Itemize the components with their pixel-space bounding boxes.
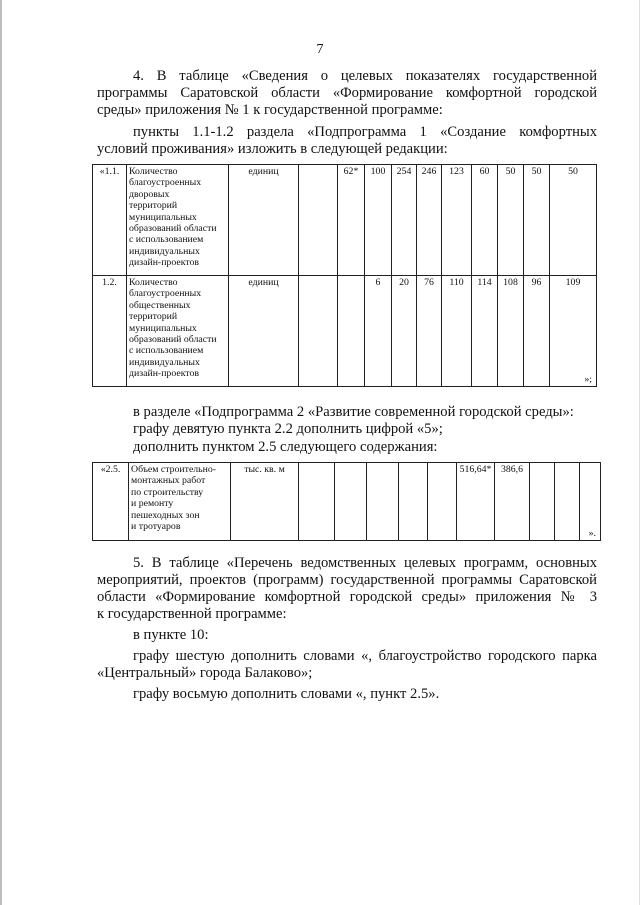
- mid-line3: дополнить пунктом 2.5 следующего содержания:: [133, 439, 438, 455]
- table-row: [93, 276, 597, 387]
- value-cell: [550, 276, 597, 387]
- name-line: индивидуальных: [129, 356, 200, 368]
- name-line: Объем строительно-: [131, 464, 217, 475]
- page-number: 7: [316, 42, 324, 57]
- value-cell: 50: [498, 165, 524, 276]
- value-cell: [299, 276, 338, 387]
- construction-table: [92, 462, 601, 541]
- name-line: дворовых: [129, 188, 170, 200]
- name-line: дизайн-проектов: [129, 257, 200, 269]
- section4-line2: программы Саратовской области «Формирование комфортной городской: [97, 85, 597, 101]
- name-line: муниципальных: [129, 211, 197, 223]
- name-line: с использованием: [129, 234, 204, 246]
- value-cell: 60: [472, 165, 498, 276]
- name-line: Количество: [129, 166, 178, 177]
- value-cell: 254: [392, 165, 417, 276]
- value-cell: 76: [417, 276, 442, 387]
- section5-line3: области «Формирование комфортной городской среды» приложения № 3: [97, 589, 597, 605]
- value-cell: [555, 463, 580, 541]
- value-cell: 386,6: [495, 463, 530, 541]
- section5-line1: 5. В таблице «Перечень ведомственных целевых программ, основных: [133, 555, 597, 571]
- name-line: благоустроенных: [129, 177, 202, 189]
- section5-line6: графу шестую дополнить словами «, благоустройство городского парка: [133, 648, 597, 664]
- value-cell: [299, 463, 335, 541]
- value-cell: [530, 463, 555, 541]
- value-cell: 516,64*: [457, 463, 495, 541]
- name-line: дизайн-проектов: [129, 368, 200, 380]
- name-line: образований области: [129, 334, 217, 346]
- mid-line1: в разделе «Подпрограмма 2 «Развитие современной городской среды»:: [133, 404, 574, 420]
- value-cell: [367, 463, 399, 541]
- value-cell: [428, 463, 457, 541]
- name-line: и тротуаров: [131, 521, 181, 533]
- table-row: [93, 463, 601, 541]
- indicator-name: [129, 463, 231, 541]
- value-cell: 62*: [338, 165, 365, 276]
- row-number: «1.1.: [93, 165, 127, 276]
- name-line: образований области: [129, 223, 217, 235]
- section4-line5: условий проживания» изложить в следующей редакции:: [97, 141, 448, 157]
- unit-cell: единиц: [229, 165, 299, 276]
- name-line: монтажных работ: [131, 475, 206, 487]
- row-number: «2.5.: [93, 463, 129, 541]
- section5-line2: мероприятий, проектов (программ) государственной программы Саратовской: [97, 572, 597, 588]
- value-cell: 110: [442, 276, 472, 387]
- value-cell: [299, 165, 338, 276]
- value-text: 109: [565, 277, 581, 288]
- name-line: благоустроенных: [129, 288, 202, 300]
- value-cell: [399, 463, 428, 541]
- name-line: и ремонту: [131, 498, 174, 510]
- indicator-name: [127, 165, 229, 276]
- unit-cell: тыс. кв. м: [231, 463, 299, 541]
- section5-line4: к государственной программе:: [97, 606, 287, 622]
- value-cell: 50: [524, 165, 550, 276]
- name-line: индивидуальных: [129, 245, 200, 257]
- closing-quote: »;: [584, 373, 592, 385]
- indicator-name: [127, 276, 229, 387]
- section5-line5: в пункте 10:: [133, 627, 209, 643]
- value-cell: 100: [365, 165, 392, 276]
- section5-line7: «Центральный» города Балаково»;: [97, 665, 313, 681]
- section4-line3: среды» приложения № 1 к государственной программе:: [97, 102, 443, 118]
- value-cell: 96: [524, 276, 550, 387]
- value-cell: [338, 276, 365, 387]
- name-line: с использованием: [129, 345, 204, 357]
- value-cell: [580, 463, 601, 541]
- name-line: территорий: [129, 311, 178, 323]
- table-row: [93, 165, 597, 276]
- closing-quote: ».: [588, 527, 596, 539]
- page-edge: [0, 0, 2, 905]
- value-cell: 6: [365, 276, 392, 387]
- indicators-table: [92, 164, 597, 387]
- section4-line1: 4. В таблице «Сведения о целевых показателях государственной: [133, 68, 597, 84]
- name-line: общественных: [129, 299, 191, 311]
- value-cell: 246: [417, 165, 442, 276]
- value-cell: 123: [442, 165, 472, 276]
- value-cell: 20: [392, 276, 417, 387]
- value-cell: 50: [550, 165, 597, 276]
- name-line: по строительству: [131, 486, 204, 498]
- row-number: 1.2.: [93, 276, 127, 387]
- name-line: Количество: [129, 277, 178, 288]
- section5-line8: графу восьмую дополнить словами «, пункт 2.5».: [133, 686, 440, 702]
- name-line: муниципальных: [129, 322, 197, 334]
- unit-cell: единиц: [229, 276, 299, 387]
- name-line: пешеходных зон: [131, 509, 200, 521]
- section4-line4: пункты 1.1-1.2 раздела «Подпрограмма 1 «Создание комфортных: [133, 124, 597, 140]
- value-cell: 114: [472, 276, 498, 387]
- name-line: территорий: [129, 200, 178, 212]
- value-cell: [335, 463, 367, 541]
- value-cell: 108: [498, 276, 524, 387]
- mid-line2: графу девятую пункта 2.2 дополнить цифрой «5»;: [133, 421, 443, 437]
